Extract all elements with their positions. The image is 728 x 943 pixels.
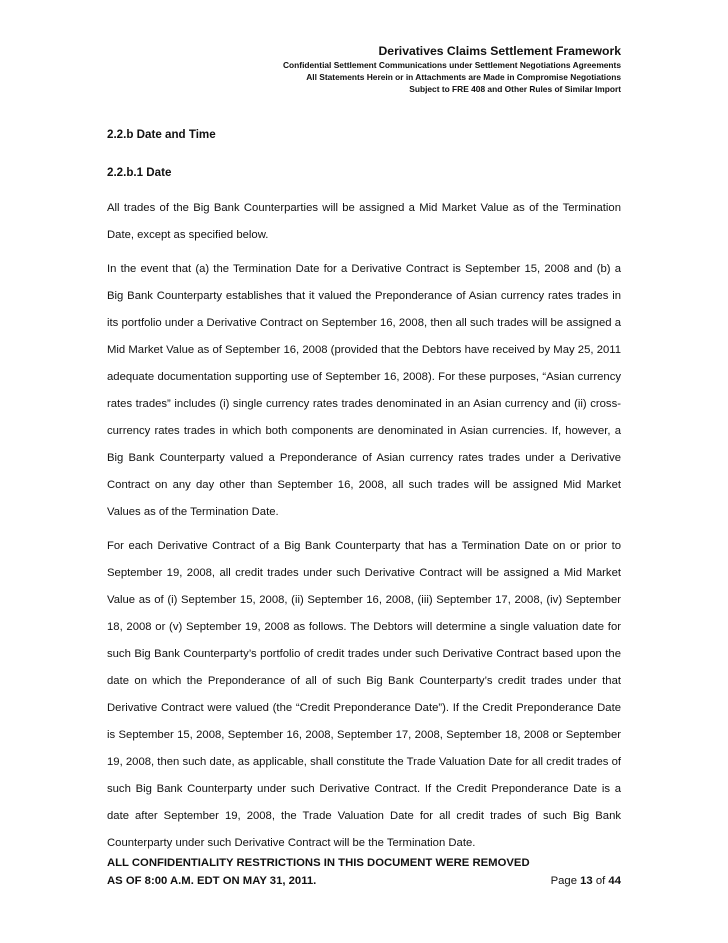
paragraph-3-text: For each Derivative Contract of a Big Bank Counterparty that has a Termination Date on or prior to September 19, 2008, all credit trades under such Derivative Contract will be assigned a Mid Market Value as of (i) September 15, 2008, (ii) September 16, 2008, (iii) September 17, 2008, (iv) September 18, 2008 or (v) September 19, 2008 as follows. The Debtors will determine a single valuation date for such Big Bank Counterparty’s portfolio of credit trades under such Derivative Contract based upon the date on which the Preponderance of all of such Big Bank Counterparty’s credit trades under that Derivative Contract were valued (the “Credit Preponderance Date”). If the Credit Preponderance Date is September 15, 2008, September 16, 2008, September 17, 2008, September 18, 2008 or September 19, 2008, then such date, as applicable, shall constitute the Trade Valuation Date for all credit trades of such Big Bank Counterparty under such Derivative Contract. If the Credit Preponderance Date is a date after September 19, 2008, the Trade Valuation Date for all credit trades of such Big Bank Counterparty under such Derivative Contract will be the Termination Date. xyxy=(107,540,621,849)
page-number xyxy=(551,872,621,890)
page-current: 13 xyxy=(580,875,593,887)
footer-line-2: AS OF 8:00 A.M. EDT ON MAY 31, 2011. xyxy=(107,875,317,887)
page-of: of xyxy=(595,875,606,887)
section-subheading: 2.2.b.1 Date xyxy=(107,166,172,179)
page-header xyxy=(283,43,621,95)
paragraph-2-text: In the event that (a) the Termination Date for a Derivative Contract is September 15, 2008 and (b) a Big Bank Counterparty establishes that it valued the Preponderance of Asian currency rates trades in its portfolio under a Derivative Contract on September 16, 2008, then all such trades will be assigned a Mid Market Value as of September 16, 2008 (provided that the Debtors have received by May 25, 2011 adequate documentation supporting use of September 16, 2008). For these purposes, “Asian currency rates trades” includes (i) single currency rates trades denominated in an Asian currency and (ii) cross-currency rates trades in which both components are denominated in Asian currencies. If, however, a Big Bank Counterparty valued a Preponderance of Asian currency rates trades under a Derivative Contract on any day other than September 16, 2008, all such trades will be assigned Mid Market Values as of the Termination Date. xyxy=(107,263,621,518)
header-line-1: Confidential Settlement Communications under Settlement Negotiations Agreements xyxy=(283,60,621,70)
header-line-2: All Statements Herein or in Attachments are Made in Compromise Negotiations xyxy=(306,72,621,82)
page-total: 44 xyxy=(608,875,621,887)
section-heading: 2.2.b Date and Time xyxy=(107,128,216,141)
footer-line-1: ALL CONFIDENTIALITY RESTRICTIONS IN THIS DOCUMENT WERE REMOVED xyxy=(107,857,530,869)
header-title: Derivatives Claims Settlement Framework xyxy=(378,44,621,58)
paragraph-1 xyxy=(107,195,621,249)
header-line-3: Subject to FRE 408 and Other Rules of Similar Import xyxy=(409,84,621,94)
paragraph-3 xyxy=(107,533,621,857)
paragraph-1-text: All trades of the Big Bank Counterparties will be assigned a Mid Market Value as of the Termination Date, except as specified below. xyxy=(107,202,621,241)
page-footer xyxy=(107,854,621,890)
page-label: Page xyxy=(550,875,577,887)
paragraph-2 xyxy=(107,256,621,526)
